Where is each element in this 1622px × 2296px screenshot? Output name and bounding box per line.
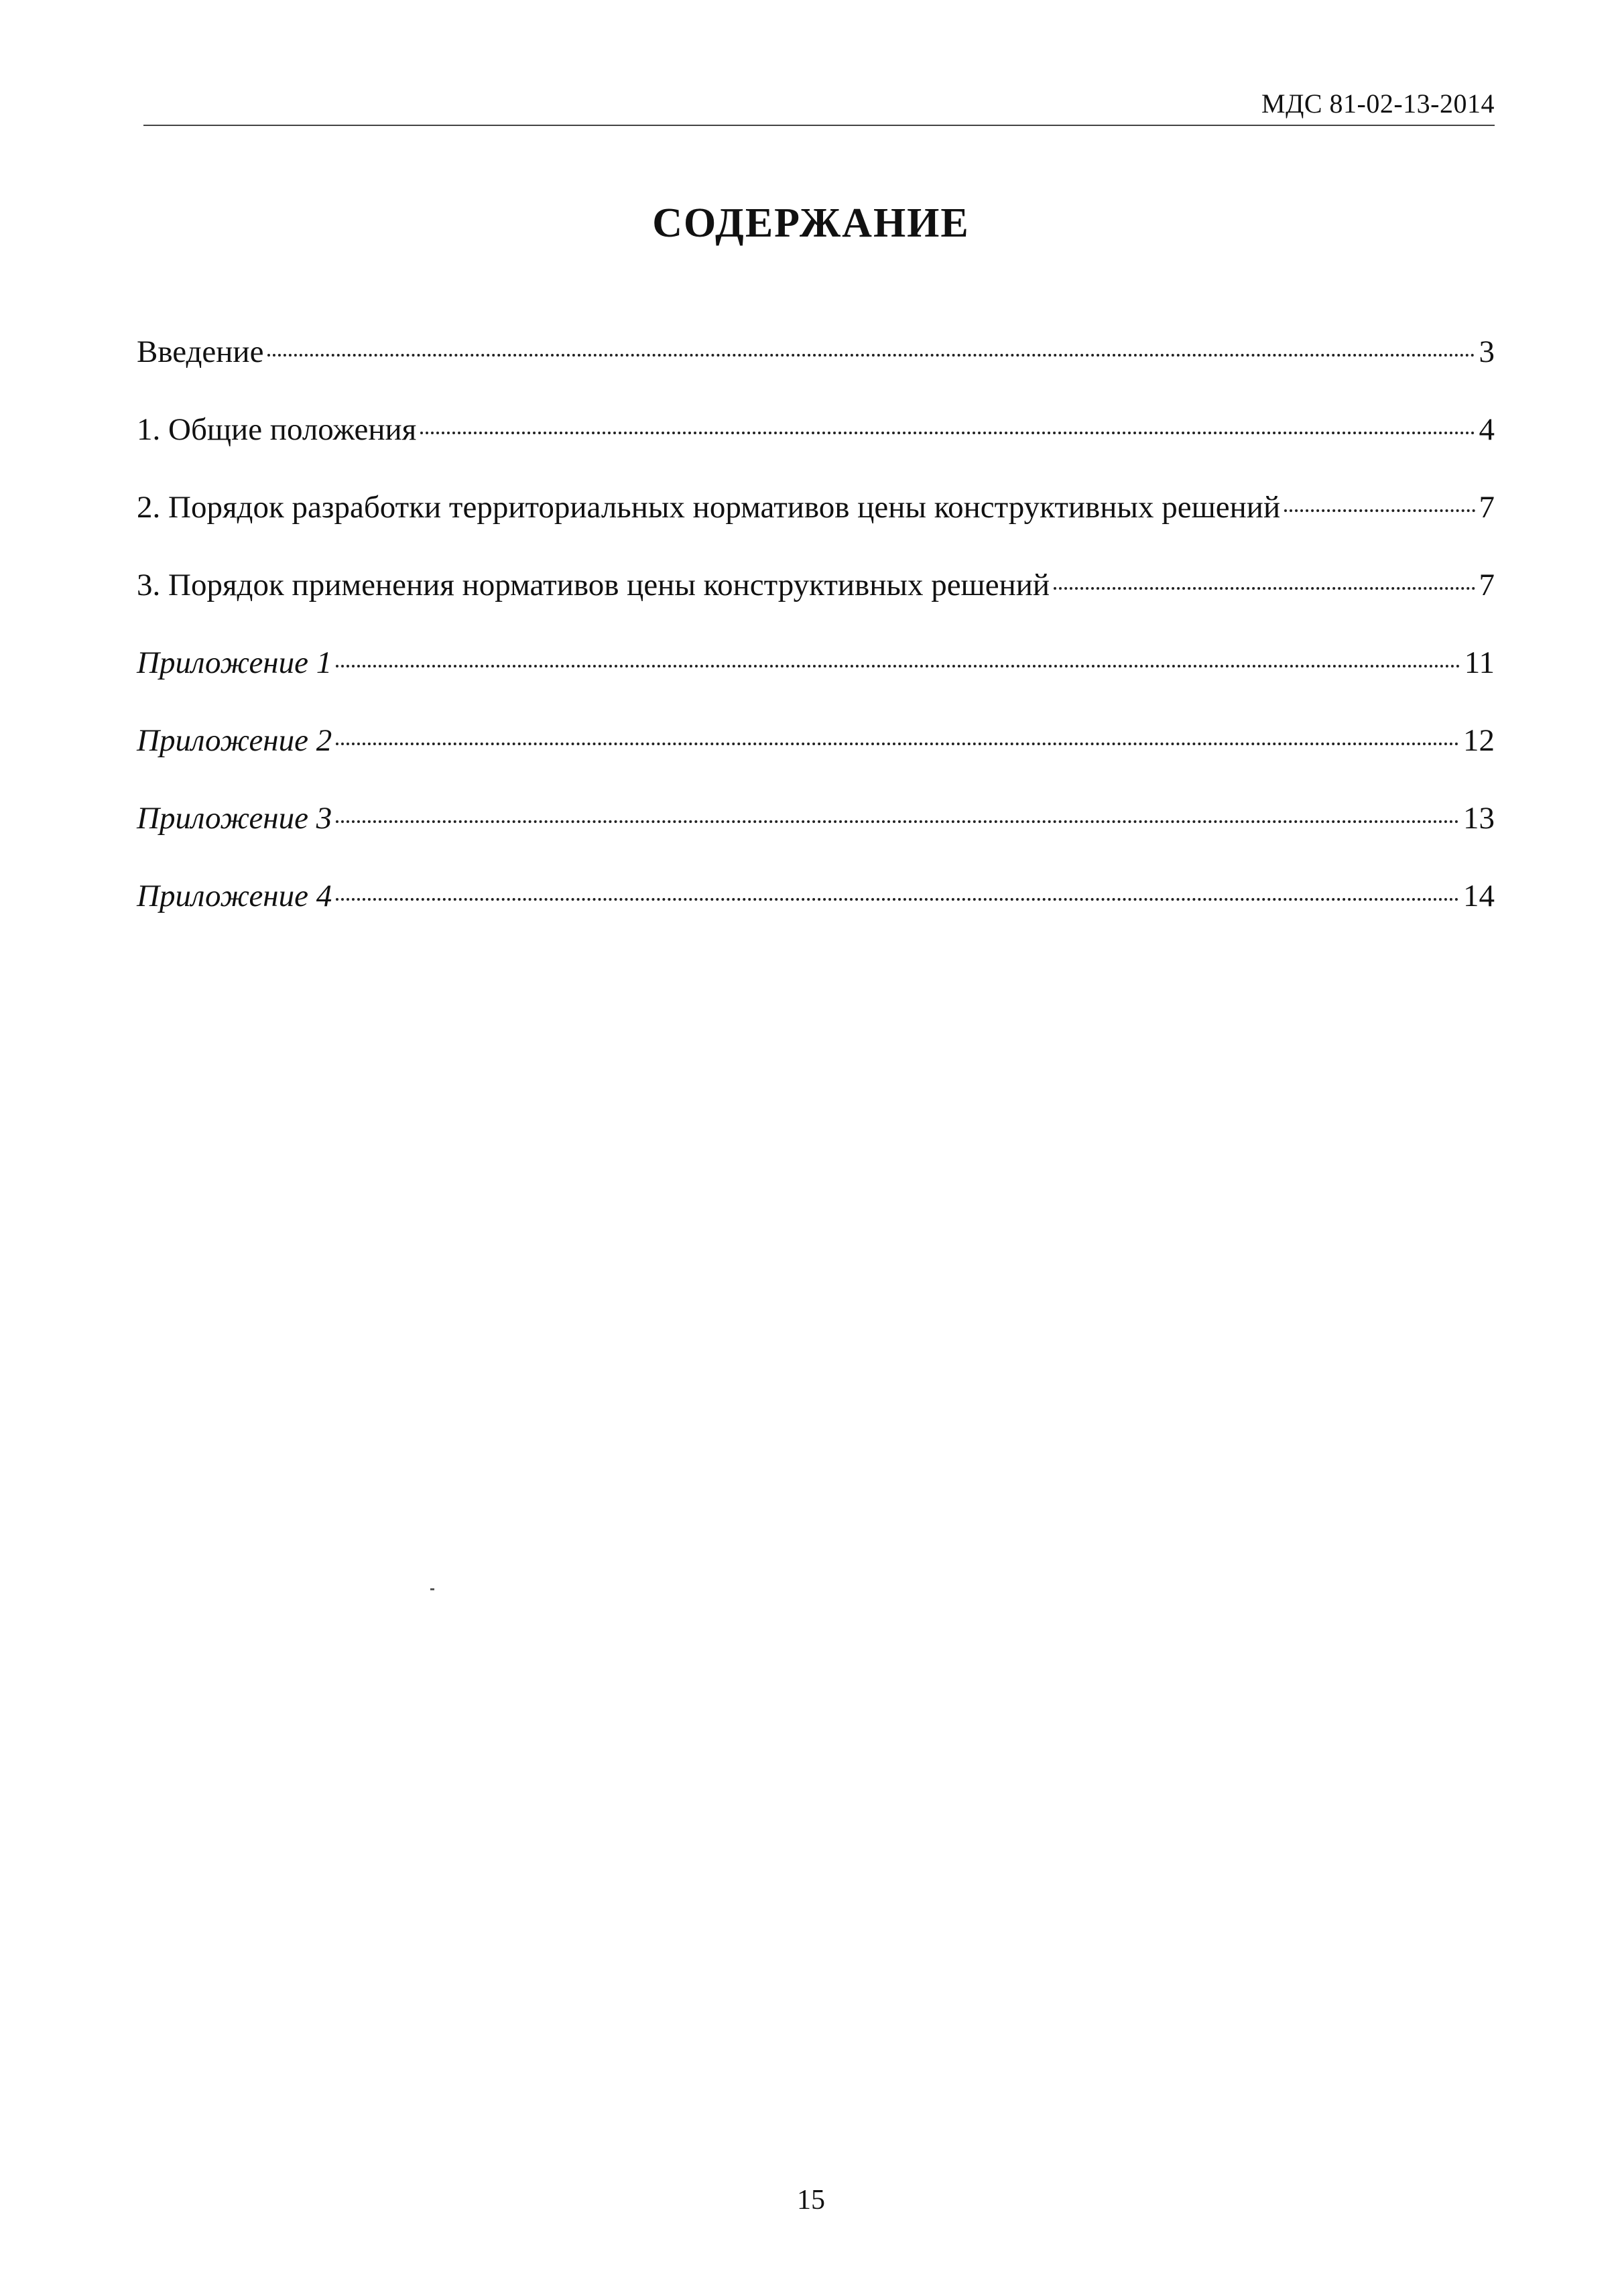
toc-entry-label: 3. Порядок применения нормативов цены конструктивных решений <box>137 568 1050 602</box>
toc-entry-label: 1. Общие положения <box>137 412 417 447</box>
toc-dot-leader <box>336 665 1460 667</box>
toc-entry-label: Приложение 2 <box>137 723 332 758</box>
toc-entry-section-1 <box>137 413 1495 491</box>
toc-entry-appendix-4 <box>137 879 1495 957</box>
toc-entry-section-3 <box>137 568 1495 646</box>
document-code: МДС 81-02-13-2014 <box>1261 88 1495 119</box>
page-number: 15 <box>797 2185 825 2216</box>
toc-entry-page: 12 <box>1463 723 1495 758</box>
toc-dot-leader <box>336 743 1459 745</box>
toc-dot-leader <box>1054 587 1475 590</box>
toc-entry-label: 2. Порядок разработки территориальных нормативов цены конструктивных решений <box>137 490 1281 525</box>
toc-entry-appendix-1 <box>137 646 1495 724</box>
toc-entry-appendix-2 <box>137 724 1495 802</box>
toc-entry-page: 4 <box>1479 412 1495 447</box>
toc-entry-label: Введение <box>137 334 264 369</box>
toc-entry-page: 14 <box>1463 879 1495 913</box>
toc-entry-label: Приложение 3 <box>137 801 332 836</box>
toc-dot-leader <box>420 432 1475 434</box>
toc-entry-page: 11 <box>1464 645 1495 680</box>
toc-entry-appendix-3 <box>137 802 1495 879</box>
scan-speck <box>430 1588 434 1590</box>
toc-dot-leader <box>267 354 1475 357</box>
toc-dot-leader <box>336 898 1459 901</box>
table-of-contents <box>137 335 1495 957</box>
header-rule <box>143 125 1495 126</box>
toc-entry-introduction <box>137 335 1495 413</box>
toc-title: СОДЕРЖАНИЕ <box>652 200 970 246</box>
toc-entry-section-2 <box>137 491 1495 568</box>
toc-dot-leader <box>336 820 1459 823</box>
toc-dot-leader <box>1284 509 1475 512</box>
toc-entry-page: 7 <box>1479 568 1495 602</box>
toc-entry-page: 7 <box>1479 490 1495 525</box>
toc-entry-page: 13 <box>1463 801 1495 836</box>
toc-entry-page: 3 <box>1479 334 1495 369</box>
toc-entry-label: Приложение 4 <box>137 879 332 913</box>
toc-entry-label: Приложение 1 <box>137 645 332 680</box>
